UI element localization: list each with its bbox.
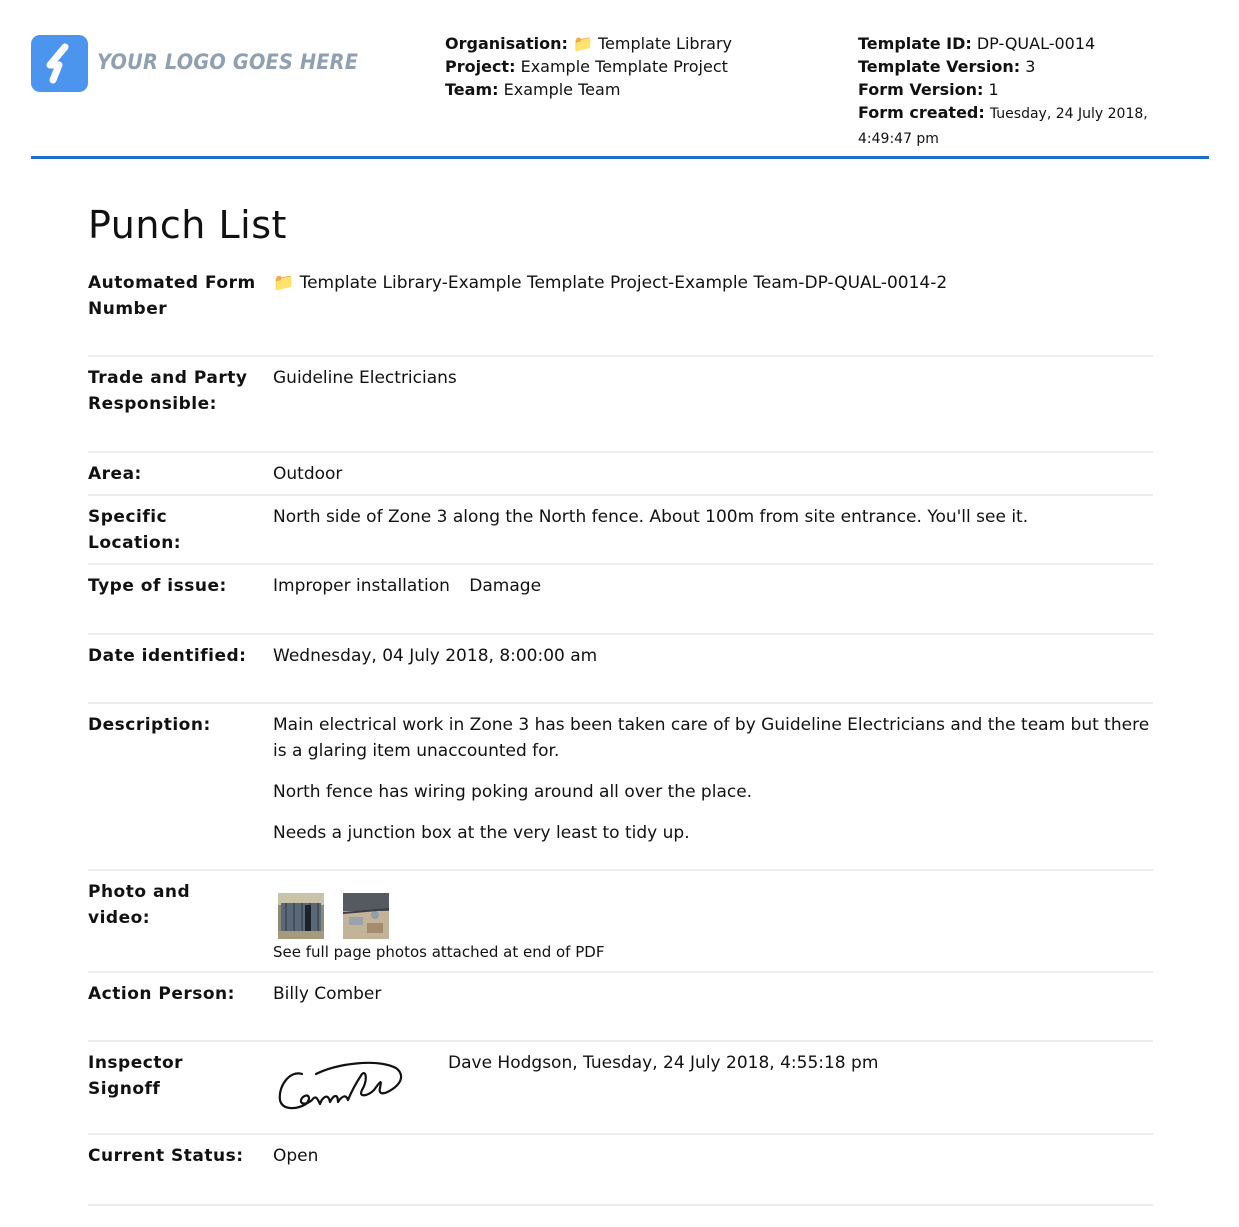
field-row-inspector bbox=[88, 1042, 1153, 1135]
team-line bbox=[445, 78, 835, 101]
field-row-photos bbox=[88, 871, 1153, 973]
field-row-trade bbox=[88, 357, 1153, 453]
photo-thumbnail[interactable] bbox=[343, 893, 389, 939]
status-label: Current Status: bbox=[88, 1146, 244, 1166]
field-row-location bbox=[88, 496, 1153, 565]
description-label: Description: bbox=[88, 715, 211, 735]
description-paragraph: Main electrical work in Zone 3 has been taken care of by Guideline Electricians and the team but there is a glaring item unaccounted for. bbox=[273, 715, 1150, 761]
field-row-action-person bbox=[88, 973, 1153, 1042]
form-version-value: 1 bbox=[988, 80, 999, 99]
field-row-description bbox=[88, 704, 1153, 871]
photos-label: Photo and video: bbox=[88, 882, 191, 928]
page-title: Punch List bbox=[88, 203, 287, 247]
inspector-label: Inspector Signoff bbox=[88, 1053, 184, 1099]
photo-thumbnail[interactable] bbox=[278, 893, 324, 939]
form-version-label: Form Version: bbox=[858, 80, 984, 99]
template-id-line bbox=[858, 32, 1198, 55]
location-value: North side of Zone 3 along the North fence. About 100m from site entrance. You'll see it. bbox=[273, 507, 1029, 527]
team-value: Example Team bbox=[503, 80, 621, 99]
form-number-label: Automated Form Number bbox=[88, 273, 256, 319]
team-label: Team: bbox=[445, 80, 499, 99]
form-created-line bbox=[858, 101, 1198, 151]
template-version-value: 3 bbox=[1025, 57, 1036, 76]
inspector-signoff-value: Dave Hodgson, Tuesday, 24 July 2018, 4:55:18 pm bbox=[448, 1053, 879, 1073]
date-identified-label: Date identified: bbox=[88, 646, 247, 666]
form-version-line bbox=[858, 78, 1198, 101]
template-version-label: Template Version: bbox=[858, 57, 1021, 76]
status-value: Open bbox=[273, 1146, 319, 1166]
field-row-issue-type bbox=[88, 565, 1153, 635]
company-logo bbox=[31, 35, 359, 93]
description-value bbox=[273, 712, 1153, 861]
template-meta bbox=[858, 32, 1198, 151]
trade-label: Trade and Party Responsible: bbox=[88, 368, 248, 414]
issue-type-label: Type of issue: bbox=[88, 576, 227, 596]
action-person-label: Action Person: bbox=[88, 984, 235, 1004]
field-row-status bbox=[88, 1135, 1153, 1206]
form-fields bbox=[88, 262, 1153, 1206]
issue-type-values bbox=[273, 573, 1153, 599]
organisation-value: 📁 Template Library bbox=[572, 34, 732, 53]
organisation-label: Organisation: bbox=[445, 34, 568, 53]
area-label: Area: bbox=[88, 464, 142, 484]
organisation-line bbox=[445, 32, 835, 55]
date-identified-value: Wednesday, 04 July 2018, 8:00:00 am bbox=[273, 646, 598, 666]
field-row-form-number bbox=[88, 262, 1153, 357]
page-header bbox=[31, 0, 1209, 159]
trade-value: Guideline Electricians bbox=[273, 368, 457, 388]
form-created-label: Form created: bbox=[858, 103, 985, 122]
template-version-line bbox=[858, 55, 1198, 78]
field-row-area bbox=[88, 453, 1153, 496]
project-value: Example Template Project bbox=[520, 57, 728, 76]
logo-mark-icon bbox=[31, 35, 88, 92]
issue-type-tag: Damage bbox=[469, 576, 542, 596]
project-line bbox=[445, 55, 835, 78]
field-row-date-identified bbox=[88, 635, 1153, 704]
area-value: Outdoor bbox=[273, 464, 343, 484]
logo-text: YOUR LOGO GOES HERE bbox=[97, 50, 359, 74]
form-number-value: 📁 Template Library-Example Template Project-Example Team-DP-QUAL-0014-2 bbox=[273, 273, 948, 293]
location-label: Specific Location: bbox=[88, 507, 182, 553]
project-label: Project: bbox=[445, 57, 516, 76]
template-id-value: DP-QUAL-0014 bbox=[976, 34, 1096, 53]
signature-image bbox=[276, 1060, 408, 1122]
form-created-value: Tuesday, 24 July 2018, 4:49:47 pm bbox=[858, 106, 1148, 147]
photo-note: See full page photos attached at end of PDF bbox=[273, 943, 605, 961]
description-paragraph: Needs a junction box at the very least to tidy up. bbox=[273, 823, 690, 843]
template-id-label: Template ID: bbox=[858, 34, 972, 53]
action-person-value: Billy Comber bbox=[273, 984, 382, 1004]
issue-type-tag: Improper installation bbox=[273, 576, 450, 596]
description-paragraph: North fence has wiring poking around all over the place. bbox=[273, 782, 753, 802]
organisation-meta bbox=[445, 32, 835, 101]
